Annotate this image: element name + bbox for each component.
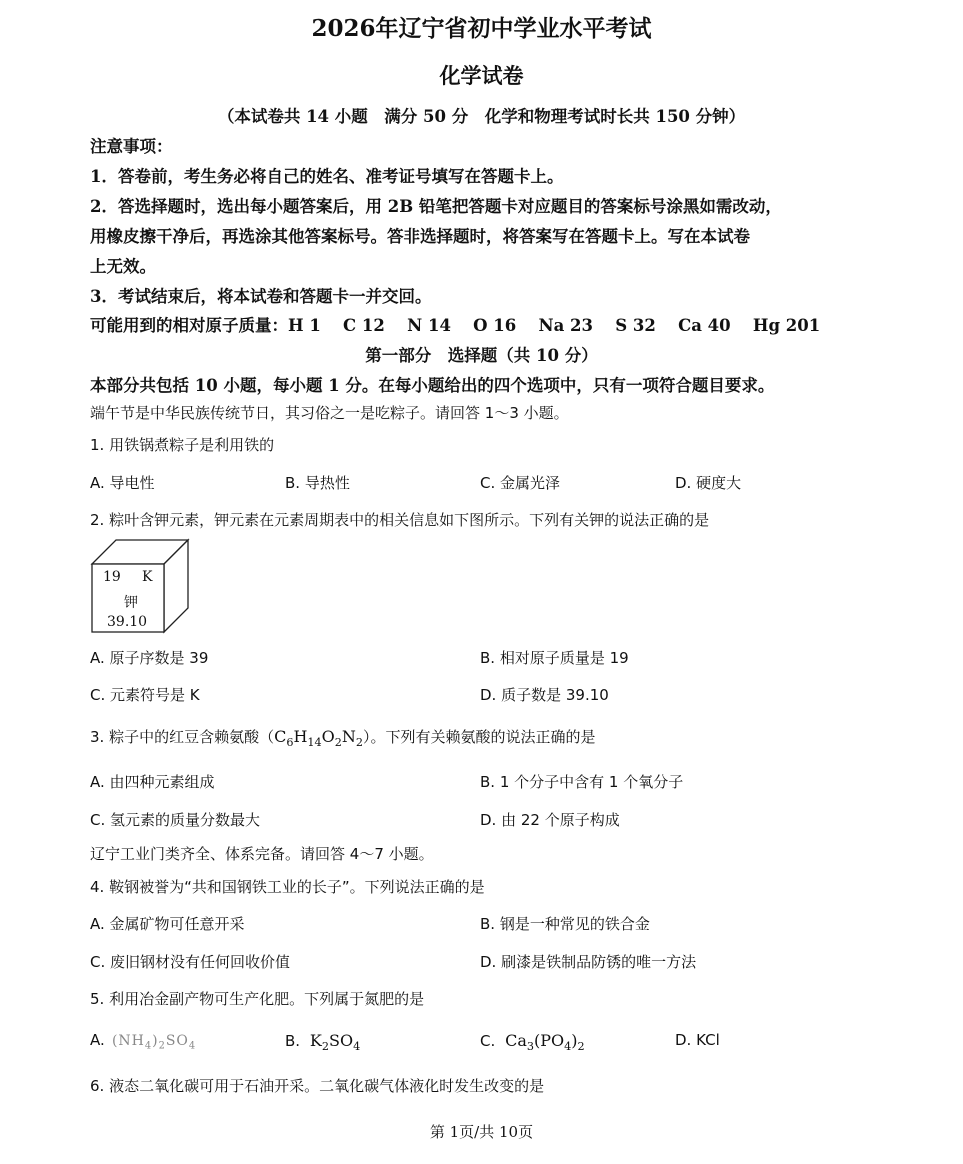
- part1-instruction: 本部分共包括 10 小题，每小题 1 分。在每小题给出的四个选项中，只有一项符合题目要求。: [90, 376, 775, 395]
- q2-option-b[interactable]: B. 相对原子质量是 19: [480, 649, 629, 667]
- lysine-formula: $C_6H_{14}O_2N_2$: [274, 727, 364, 749]
- q1-stem: 1. 用铁锅煮粽子是利用铁的: [90, 436, 275, 454]
- element-symbol: K: [142, 569, 153, 585]
- q5-option-a-label: A.: [90, 1031, 105, 1049]
- q6-stem: 6. 液态二氧化碳可用于石油开采。二氧化碳气体液化时发生改变的是: [90, 1077, 545, 1095]
- q1-option-b[interactable]: B. 导热性: [285, 474, 350, 492]
- q5-option-b-label: B.: [285, 1032, 301, 1050]
- q4-option-a[interactable]: A. 金属矿物可任意开采: [90, 915, 245, 933]
- q2-option-d[interactable]: D. 质子数是 39.10: [480, 686, 609, 704]
- q1-option-a[interactable]: A. 导电性: [90, 474, 155, 492]
- element-mass: 39.10: [107, 614, 148, 630]
- q2-option-a[interactable]: A. 原子序数是 39: [90, 649, 209, 667]
- q2-stem: 2. 粽叶含钾元素，钾元素在元素周期表中的相关信息如下图所示。下列有关钾的说法正确的是: [90, 511, 710, 529]
- element-atomic-number: 19: [103, 569, 121, 585]
- element-name: 钾: [124, 595, 138, 611]
- q1-option-d[interactable]: D. 硬度大: [675, 474, 742, 492]
- page-footer: 第 1页/共 10页: [429, 1123, 534, 1141]
- q3-stem-post: ）。下列有关赖氨酸的说法正确的是: [363, 728, 596, 746]
- q3-stem: [90, 726, 596, 749]
- q3-option-a[interactable]: A. 由四种元素组成: [90, 773, 215, 791]
- potassium-sulfate-formula: $K_2SO_4$: [304, 1031, 361, 1053]
- q1-option-c[interactable]: C. 金属光泽: [480, 474, 561, 492]
- part1-heading: 第一部分 选择题（共 10 分）: [365, 346, 598, 365]
- context-1: 端午节是中华民族传统节日，其习俗之一是吃粽子。请回答 1～3 小题。: [90, 404, 569, 422]
- note-2-line-1: 2．答选择题时，选出每小题答案后，用 2B 铅笔把答题卡对应题目的答案标号涂黑如需改动，: [90, 197, 782, 216]
- q5-option-c-label: C.: [480, 1032, 496, 1050]
- atomic-masses: 可能用到的相对原子质量：H 1 C 12 N 14 O 16 Na 23 S 32 Ca 40 Hg 201: [90, 316, 821, 335]
- q5-stem: 5. 利用冶金副产物可生产化肥。下列属于氮肥的是: [90, 990, 425, 1008]
- note-3: 3．考试结束后，将本试卷和答题卡一并交回。: [90, 287, 432, 306]
- note-2-line-3: 上无效。: [90, 257, 156, 276]
- q4-option-c[interactable]: C. 废旧钢材没有任何回收价值: [90, 953, 291, 971]
- q3-stem-pre: 3. 粽子中的红豆含赖氨酸（: [90, 728, 275, 746]
- q4-stem: 4. 鞍钢被誉为“共和国钢铁工业的长子”。下列说法正确的是: [90, 878, 485, 896]
- context-2: 辽宁工业门类齐全、体系完备。请回答 4～7 小题。: [90, 845, 434, 863]
- exam-subtitle: 化学试卷: [439, 63, 524, 88]
- notes-heading: 注意事项：: [90, 137, 173, 156]
- note-2-line-2: 用橡皮擦干净后，再选涂其他答案标号。答非选择题时，将答案写在答题卡上。写在本试卷: [90, 227, 750, 246]
- exam-info: （本试卷共 14 小题 满分 50 分 化学和物理考试时长共 150 分钟）: [217, 107, 746, 126]
- note-1: 1．答卷前，考生务必将自己的姓名、准考证号填写在答题卡上。: [90, 167, 564, 186]
- ammonium-sulfate-formula: $(NH_4)_2SO_4$: [109, 1033, 197, 1052]
- q4-option-b[interactable]: B. 钢是一种常见的铁合金: [480, 915, 650, 933]
- q4-option-d[interactable]: D. 刷漆是铁制品防锈的唯一方法: [480, 953, 697, 971]
- q5-option-c[interactable]: [480, 1031, 585, 1053]
- q3-option-c[interactable]: C. 氢元素的质量分数最大: [90, 811, 261, 829]
- q5-option-b[interactable]: [285, 1031, 360, 1053]
- calcium-phosphate-formula: $Ca_3(PO_4)_2$: [500, 1031, 585, 1053]
- q3-option-d[interactable]: D. 由 22 个原子构成: [480, 811, 620, 829]
- q5-option-a[interactable]: [90, 1031, 196, 1051]
- exam-title: 2026年辽宁省初中学业水平考试: [311, 15, 652, 42]
- q5-option-d[interactable]: D. KCl: [675, 1031, 720, 1049]
- q3-option-b[interactable]: B. 1 个分子中含有 1 个氧分子: [480, 773, 684, 791]
- q2-option-c[interactable]: C. 元素符号是 K: [90, 686, 200, 704]
